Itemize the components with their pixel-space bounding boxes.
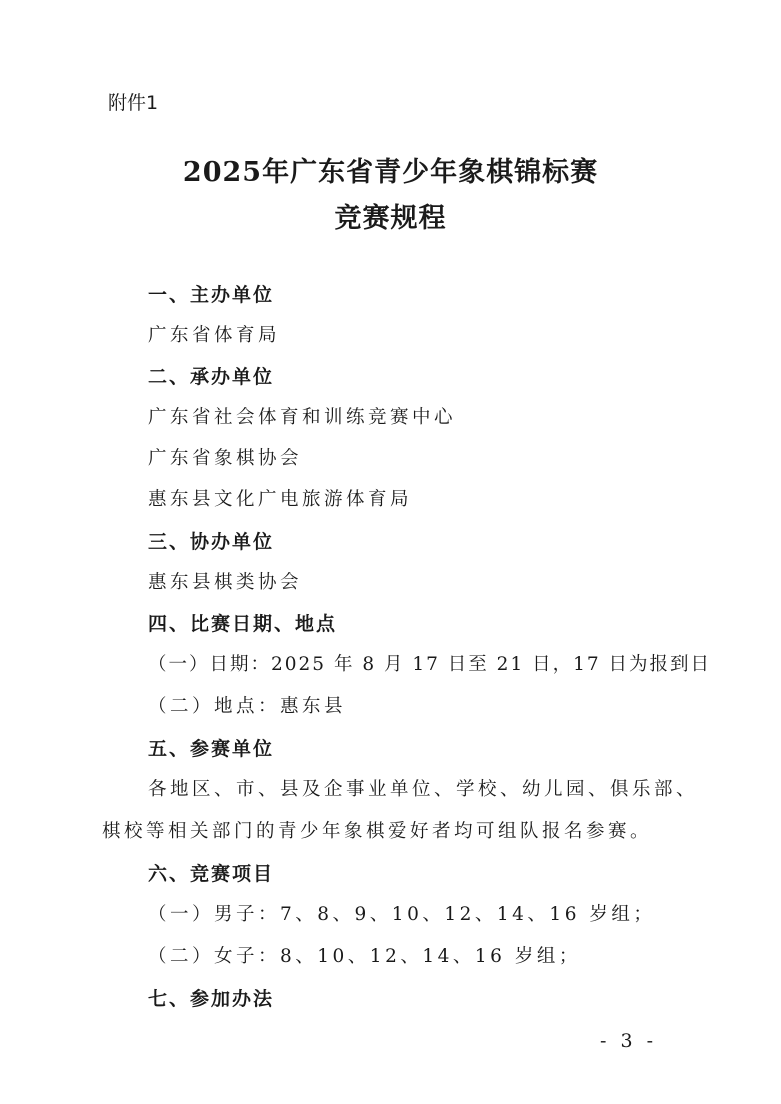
section-3-line-1: 惠东县棋类协会	[148, 572, 303, 593]
section-4-line-2: （二）地点：惠东县	[148, 696, 347, 717]
section-heading-3: 三、协办单位	[148, 531, 275, 553]
section-heading-4: 四、比赛日期、地点	[148, 613, 338, 635]
section-4-line-1: （一）日期：2025 年 8 月 17 日至 21 日，17 日为报到日	[148, 654, 712, 675]
section-6-line-2: （二）女子：8、10、12、14、16 岁组；	[148, 946, 581, 967]
section-1-line-1: 广东省体育局	[148, 325, 281, 346]
section-2-line-2: 广东省象棋协会	[148, 448, 303, 469]
document-title: 2025年广东省青少年象棋锦标赛	[182, 157, 599, 188]
section-2-line-1: 广东省社会体育和训练竞赛中心	[148, 407, 457, 428]
section-heading-2: 二、承办单位	[148, 366, 275, 388]
document-subtitle: 竞赛规程	[334, 203, 447, 234]
section-5-line-1: 各地区、市、县及企事业单位、学校、幼儿园、俱乐部、	[148, 779, 699, 800]
attachment-label: 附件1	[108, 92, 159, 114]
section-heading-5: 五、参赛单位	[148, 738, 275, 760]
section-heading-7: 七、参加办法	[148, 988, 275, 1010]
section-6-line-1: （一）男子：7、8、9、10、12、14、16 岁组；	[148, 904, 656, 925]
section-heading-1: 一、主办单位	[148, 284, 275, 306]
section-heading-6: 六、竞赛项目	[148, 863, 275, 885]
section-2-line-3: 惠东县文化广电旅游体育局	[148, 489, 413, 510]
page-number: - 3 -	[600, 1030, 658, 1052]
section-5-line-2: 棋校等相关部门的青少年象棋爱好者均可组队报名参赛。	[102, 821, 653, 842]
